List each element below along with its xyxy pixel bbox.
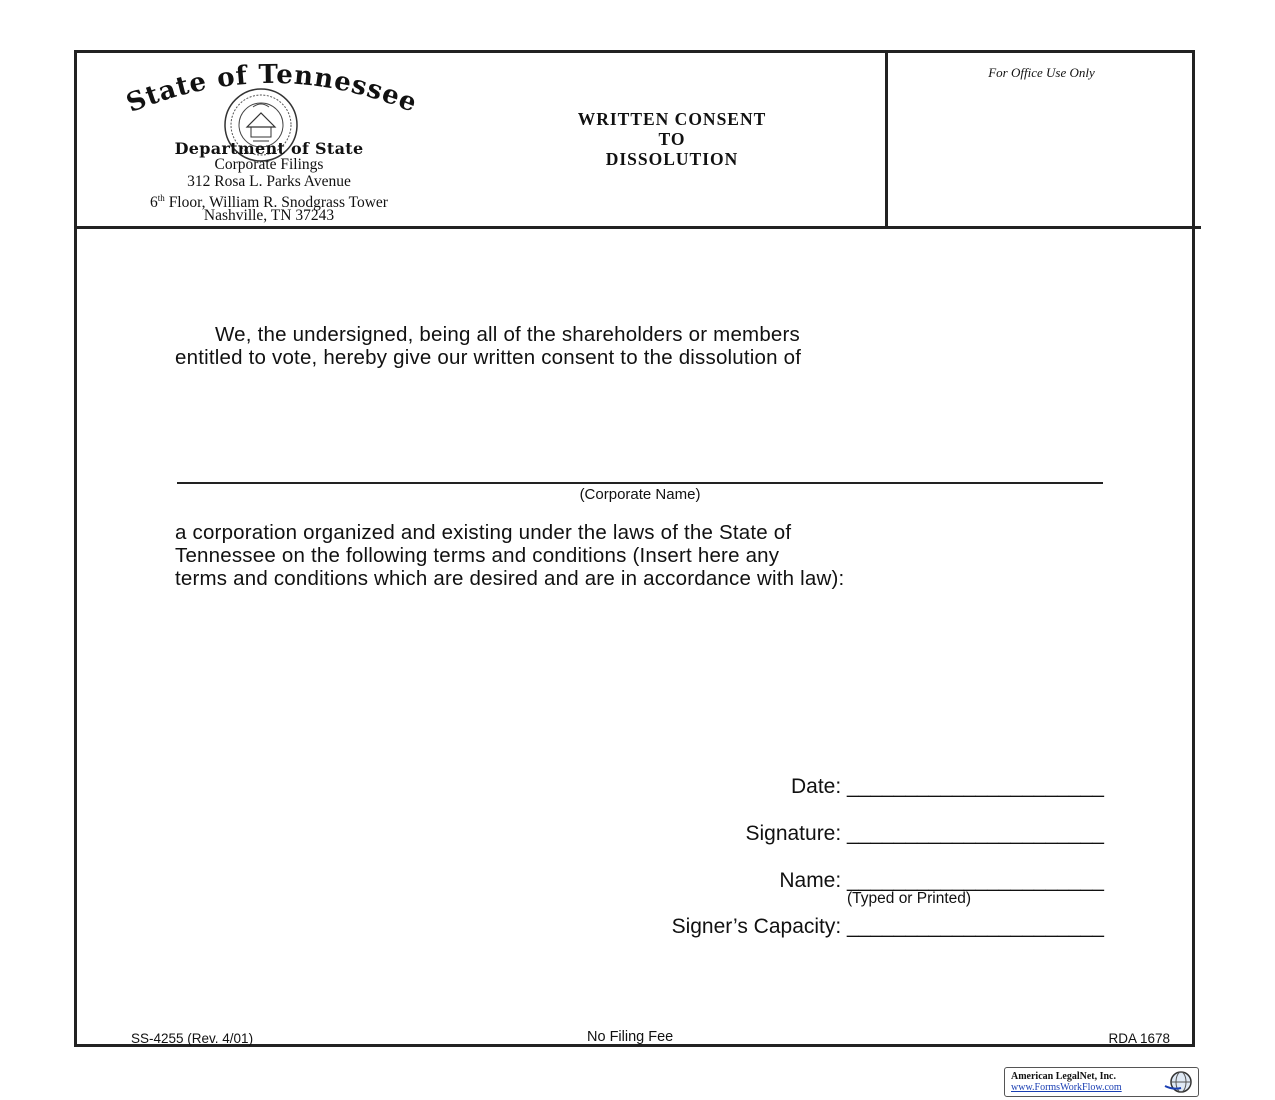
title-line: WRITTEN CONSENT xyxy=(577,109,767,129)
corporate-name-field[interactable] xyxy=(177,482,1103,484)
vendor-badge[interactable] xyxy=(1004,1067,1199,1097)
document-title xyxy=(517,109,827,169)
form-number: SS-4255 (Rev. 4/01) xyxy=(131,1031,254,1046)
capacity-field[interactable]: ______________________ xyxy=(847,915,1104,938)
name-caption: (Typed or Printed) xyxy=(847,890,972,907)
svg-text:State of Tennessee: State of Tennessee xyxy=(122,59,422,119)
vendor-name: American LegalNet, Inc. xyxy=(1011,1071,1116,1082)
floor-suffix: th xyxy=(157,193,165,203)
signature-field[interactable]: ______________________ xyxy=(847,822,1104,845)
date-label: Date: xyxy=(791,775,842,798)
capacity-label: Signer’s Capacity: xyxy=(671,915,842,938)
address-line: 312 Rosa L. Parks Avenue xyxy=(187,173,351,190)
globe-icon xyxy=(1161,1070,1195,1094)
terms-paragraph-line: terms and conditions which are desired and are in accordance with law): xyxy=(175,567,845,590)
floor-number: 6 xyxy=(150,194,158,212)
department-name: Department of State xyxy=(174,139,364,158)
date-row xyxy=(791,775,1104,799)
capacity-row xyxy=(672,915,1104,939)
header-divider xyxy=(77,226,1201,229)
consent-paragraph-line: entitled to vote, hereby give our written consent to the dissolution of xyxy=(175,346,802,369)
name-label: Name: xyxy=(779,869,842,892)
vendor-link[interactable]: www.FormsWorkFlow.com xyxy=(1011,1082,1122,1093)
name-field[interactable]: ______________________ xyxy=(847,869,1104,892)
terms-paragraph-line: a corporation organized and existing under the laws of the State of xyxy=(175,521,792,544)
title-line: TO xyxy=(658,129,686,149)
terms-paragraph-line: Tennessee on the following terms and conditions (Insert here any xyxy=(175,544,780,567)
address-line: Nashville, TN 37243 xyxy=(203,207,335,224)
form-frame xyxy=(74,50,1195,1047)
signature-row xyxy=(745,822,1104,846)
office-use-divider xyxy=(885,53,888,226)
rda-number: RDA 1678 xyxy=(1108,1031,1170,1046)
consent-paragraph-line: We, the undersigned, being all of the shareholders or members xyxy=(215,323,801,346)
office-use-label: For Office Use Only xyxy=(988,65,1095,80)
filing-fee: No Filing Fee xyxy=(587,1029,674,1045)
date-field[interactable]: ______________________ xyxy=(847,775,1104,798)
floor-text: Floor, William R. Snodgrass Tower xyxy=(168,194,388,212)
title-line: DISSOLUTION xyxy=(605,149,739,169)
signature-label: Signature: xyxy=(745,822,842,845)
address-line: Corporate Filings xyxy=(214,156,324,173)
corporate-name-caption: (Corporate Name) xyxy=(579,486,701,503)
